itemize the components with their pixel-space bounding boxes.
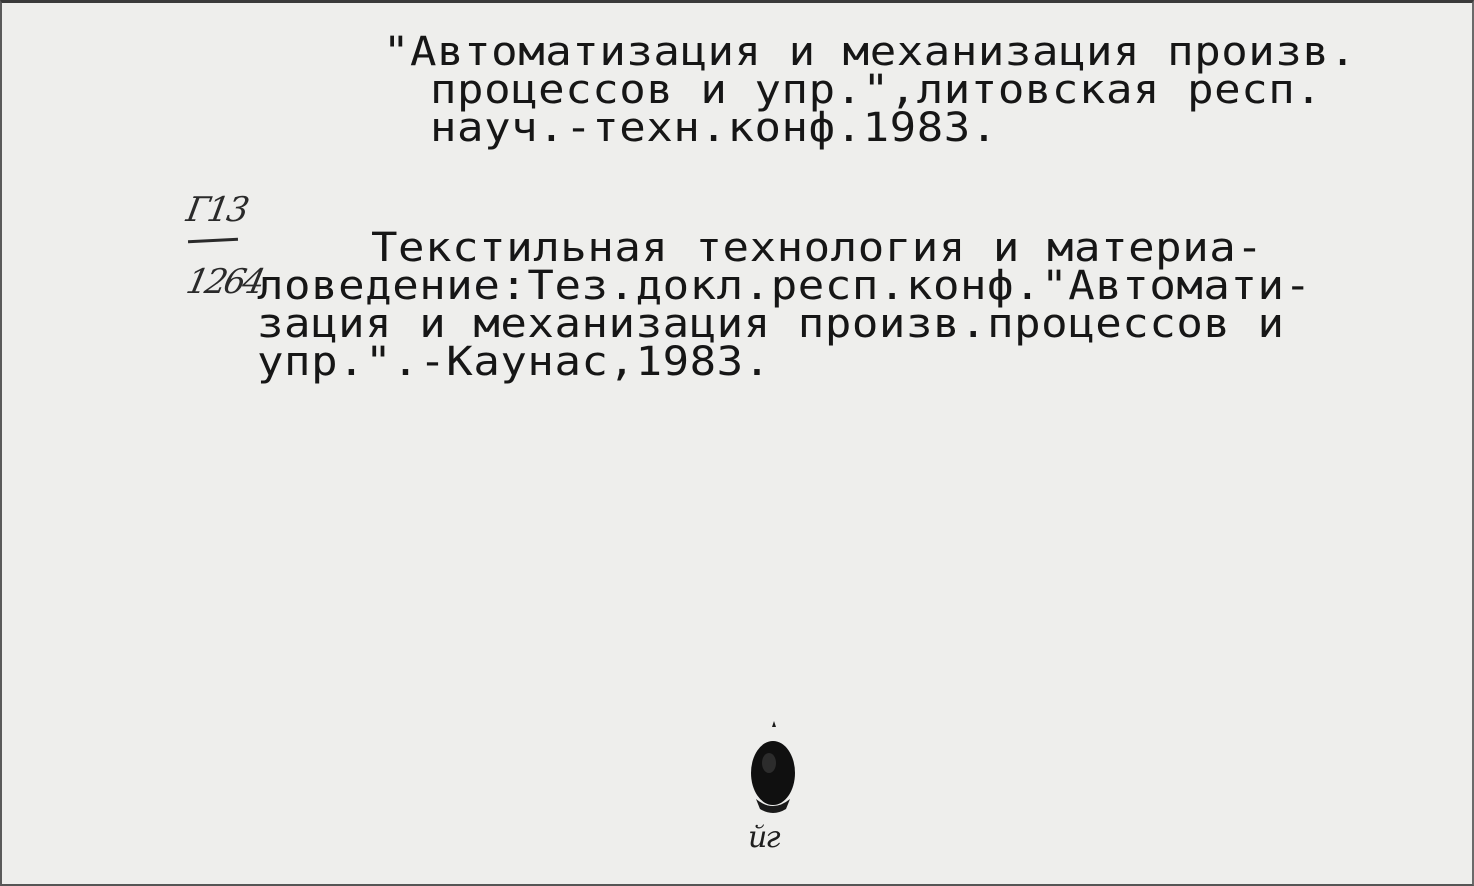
shelf-mark-divider bbox=[188, 238, 238, 244]
entry-body-line-3: зация и механизация произв.процессов и bbox=[257, 301, 1285, 347]
entry-heading-line-2: процессов и упр.",литовская респ. bbox=[430, 67, 1323, 113]
entry-body-line-4: упр.".-Каунас,1983. bbox=[257, 339, 771, 385]
entry-body-line-1: Текстильная технология и материа- bbox=[371, 225, 1264, 271]
entry-heading-line-3: науч.-техн.конф.1983. bbox=[430, 105, 998, 151]
entry-heading-line-1: "Автоматизация и механизация произв. bbox=[383, 29, 1357, 75]
shelf-mark-top: Г13 bbox=[183, 190, 251, 230]
stamp-initials: йг bbox=[748, 820, 779, 855]
shelf-mark-bottom: 1264 bbox=[182, 262, 266, 302]
entry-body-line-2: ловедение:Тез.докл.респ.конф."Автомати- bbox=[257, 263, 1312, 309]
